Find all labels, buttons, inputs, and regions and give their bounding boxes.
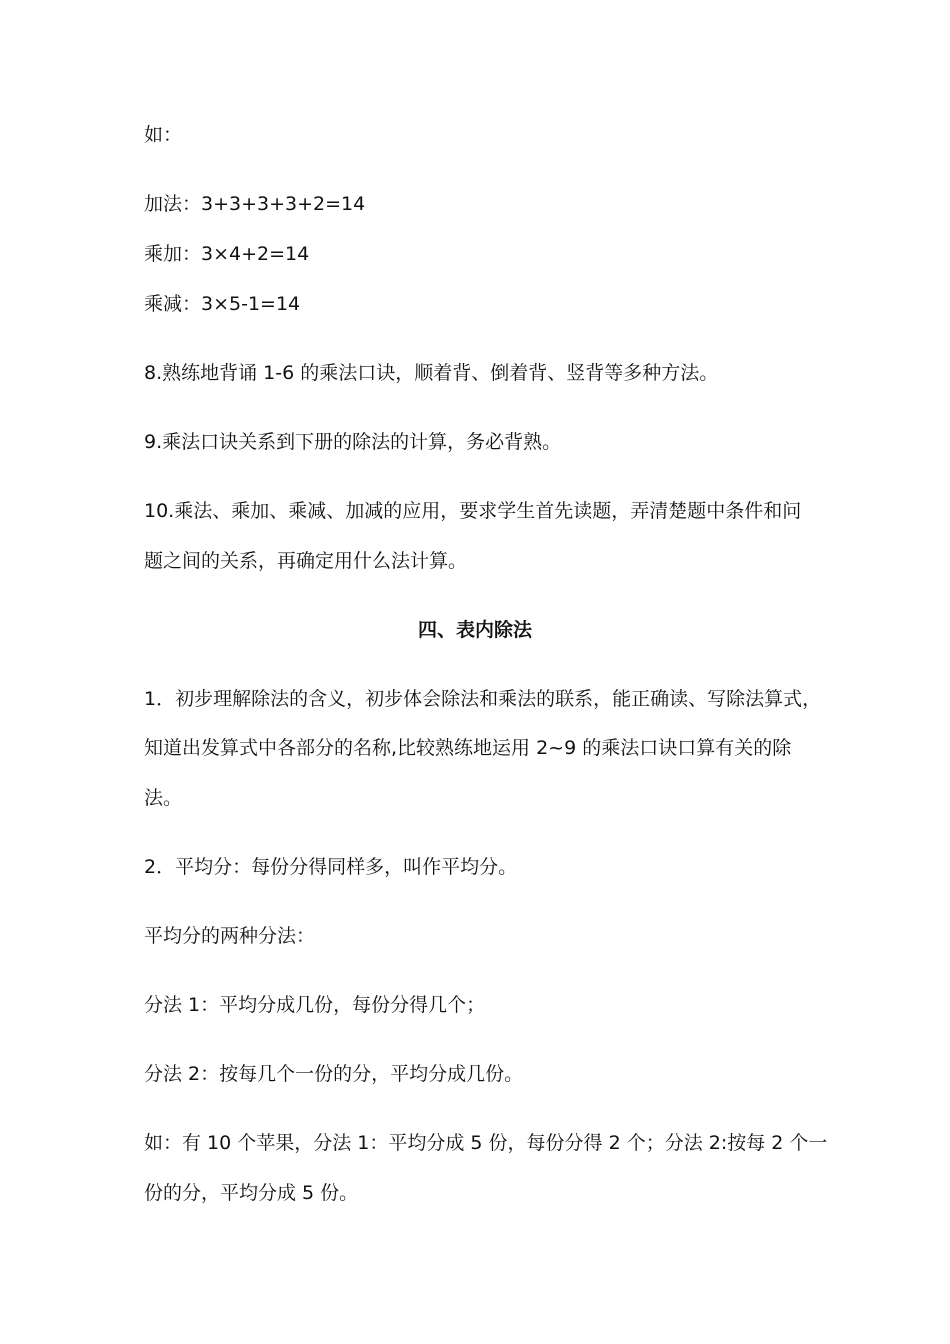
text-line-item-10-cont: 题之间的关系，再确定用什么法计算。 (144, 550, 468, 572)
text-line-method-2: 分法 2：按每几个一份的分，平均分成几份。 (144, 1063, 524, 1085)
text-line-item-9: 9.乘法口诀关系到下册的除法的计算，务必背熟。 (144, 431, 562, 453)
section-heading: 四、表内除法 (417, 619, 532, 641)
text-line-addition: 加法：3+3+3+3+2=14 (144, 193, 366, 215)
text-line-div-item-1-end: 法。 (144, 787, 183, 809)
text-line-example-intro: 如： (144, 124, 183, 146)
text-line-item-10: 10.乘法、乘加、乘减、加减的应用，要求学生首先读题，弄清楚题中条件和问 (144, 500, 802, 522)
text-line-apple-example-cont: 份的分，平均分成 5 份。 (144, 1182, 359, 1204)
text-line-multiply-subtract: 乘减：3×5-1=14 (144, 293, 301, 315)
text-line-multiply-add: 乘加：3×4+2=14 (144, 243, 310, 265)
text-line-div-item-2: 2．平均分：每份分得同样多，叫作平均分。 (144, 856, 518, 878)
text-line-item-8: 8.熟练地背诵 1-6 的乘法口诀，顺着背、倒着背、竖背等多种方法。 (144, 362, 719, 384)
text-line-method-1: 分法 1：平均分成几份，每份分得几个； (144, 994, 486, 1016)
text-line-apple-example: 如：有 10 个苹果，分法 1：平均分成 5 份，每份分得 2 个；分法 2:按每 2 个一 (144, 1132, 828, 1154)
text-line-two-methods: 平均分的两种分法： (144, 925, 316, 947)
text-line-div-item-1-cont: 知道出发算式中各部分的名称,比较熟练地运用 2~9 的乘法口诀口算有关的除 (144, 737, 792, 759)
text-line-div-item-1: 1．初步理解除法的含义，初步体会除法和乘法的联系，能正确读、写除法算式， (144, 688, 822, 710)
